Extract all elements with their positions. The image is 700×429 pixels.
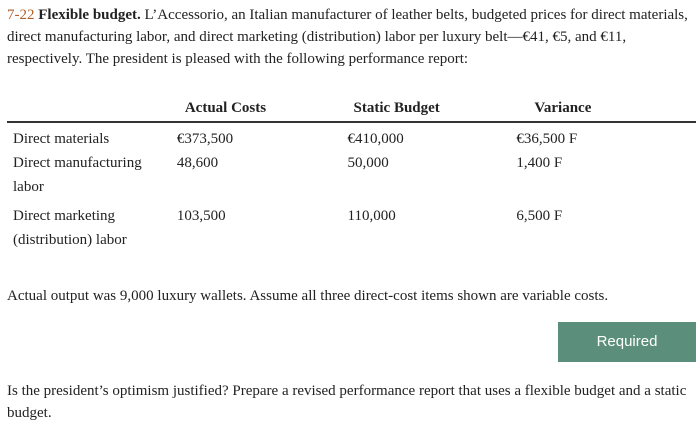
- actual-cost-cell: 103,500: [176, 208, 226, 224]
- row-label: Direct manufacturing labor: [13, 155, 142, 195]
- problem-title: Flexible budget.: [38, 7, 141, 23]
- table-header-row: [7, 95, 696, 122]
- actual-cost-cell: €373,500: [175, 122, 346, 151]
- static-budget-cell: 50,000: [347, 155, 389, 171]
- row-label: Direct materials: [7, 122, 175, 151]
- row-label: Direct marketing (distribution) labor: [13, 208, 127, 248]
- question-text: Is the president’s optimism justified? Prepare a revised performance report that uses a flexible budget and a static budget.: [7, 383, 687, 421]
- static-budget-cell: 110,000: [347, 208, 396, 224]
- problem-text: L’Accessorio, an Italian manufacturer of leather belts, budgeted prices for direct materials, direct manufacturing labor, and direct marketing (distribution) labor per luxury belt—€41, €5, and €11, respectively. The president is pleased with the following performance report:: [7, 7, 688, 67]
- table-row: [7, 204, 696, 256]
- header-variance: Variance: [514, 95, 696, 122]
- problem-intro: [7, 4, 693, 70]
- variance-cell: 1,400 F: [516, 155, 563, 171]
- actual-cost-cell: 48,600: [176, 155, 219, 171]
- header-actual-costs: Actual Costs: [175, 95, 346, 122]
- table-row: [7, 151, 696, 204]
- table-row: [7, 122, 696, 151]
- variance-cell: €36,500 F: [514, 122, 696, 151]
- required-button[interactable]: Required: [558, 322, 696, 362]
- performance-report-table: [7, 95, 696, 256]
- variance-cell: 6,500 F: [516, 208, 563, 224]
- static-budget-cell: €410,000: [346, 122, 515, 151]
- output-note: Actual output was 9,000 luxury wallets. Assume all three direct-cost items shown are variable costs.: [7, 288, 609, 304]
- header-label: [7, 95, 175, 122]
- problem-number: 7-22: [7, 7, 35, 23]
- header-static-budget: Static Budget: [346, 95, 515, 122]
